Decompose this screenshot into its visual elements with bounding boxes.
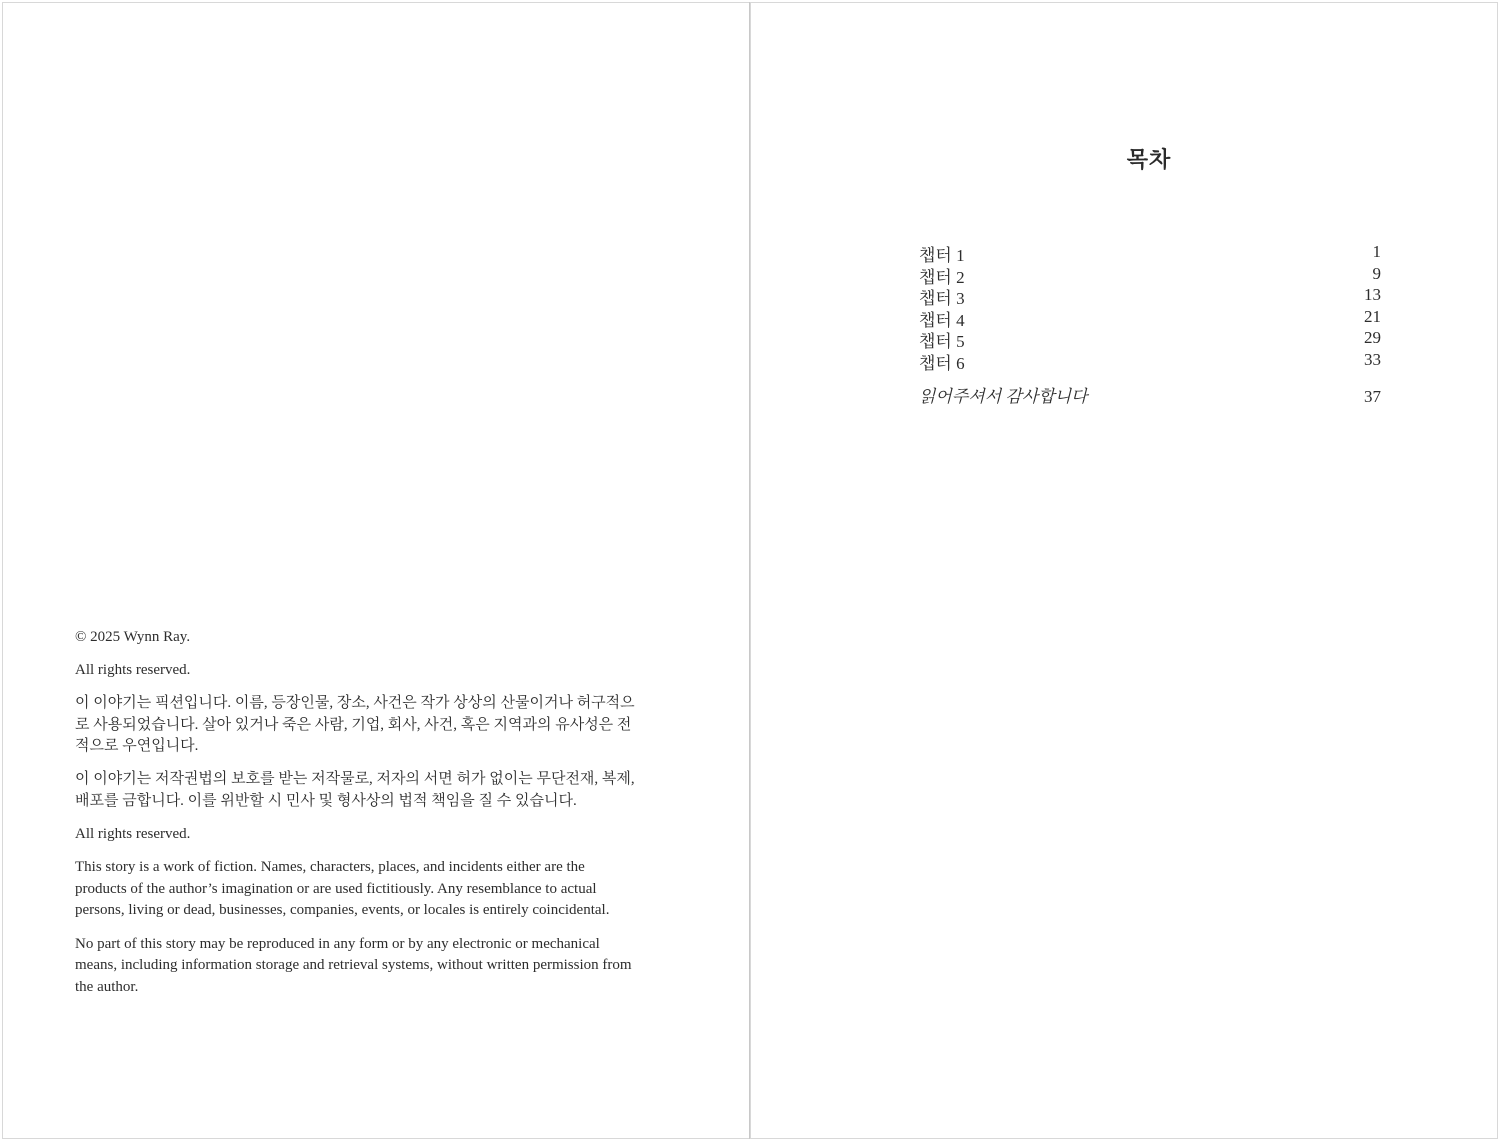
toc-entry-label: 챕터 5 — [919, 332, 965, 351]
toc-list — [919, 243, 1381, 408]
toc-entry-page: 37 — [1364, 387, 1381, 406]
toc-entry-label: 챕터 2 — [919, 267, 965, 287]
toc-entry-thanks[interactable] — [919, 386, 1381, 408]
toc-entry-label: 챕터 6 — [919, 353, 965, 373]
rights-reserved-ko: All rights reserved. — [75, 662, 191, 679]
toc-entry-label: 챕터 3 — [919, 289, 965, 308]
toc-entry-chapter-2[interactable] — [919, 265, 1381, 287]
toc-entry-label: 챕터 1 — [919, 246, 965, 265]
rights-reserved-en: All rights reserved. — [75, 826, 191, 843]
toc-entry-page: 13 — [1364, 285, 1381, 304]
toc-entry-chapter-3[interactable] — [919, 286, 1381, 308]
copyright-page — [2, 2, 750, 1139]
toc-page — [750, 2, 1498, 1139]
toc-entry-page: 9 — [1372, 263, 1381, 283]
toc-entry-page: 1 — [1372, 242, 1381, 261]
toc-entry-chapter-4[interactable] — [919, 308, 1381, 330]
reproduction-notice-ko: 이 이야기는 저작권법의 보호를 받는 저작물로, 저자의 서면 허가 없이는 무단전재, 복제, 배포를 금합니다. 이를 위반할 시 민사 및 형사상의 법적 책임을 질 수 있습니다. — [75, 771, 635, 810]
fiction-disclaimer-ko: 이 이야기는 픽션입니다. 이름, 등장인물, 장소, 사건은 작가 상상의 산물이거나 허구적으로 사용되었습니다. 살아 있거나 죽은 사람, 기업, 회사, 사건, 혹은 지역과의 유사성은 전적으로 우연입니다. — [75, 695, 635, 755]
toc-entry-page: 29 — [1364, 328, 1381, 347]
toc-entry-chapter-6[interactable] — [919, 351, 1381, 373]
reproduction-notice-en: No part of this story may be reproduced in any form or by any electronic or mechanical means, including information storage and retrieval systems, without written permission from the author. — [75, 935, 632, 995]
toc-entry-page: 33 — [1364, 349, 1381, 369]
toc-entry-chapter-5[interactable] — [919, 329, 1381, 351]
toc-entry-label: 읽어주셔서 감사합니다 — [919, 387, 1088, 406]
toc-title: 목차 — [1126, 147, 1172, 172]
toc-entry-page: 21 — [1364, 306, 1381, 326]
copyright-block — [75, 627, 635, 1010]
copyright-notice: © 2025 Wynn Ray. — [75, 629, 191, 645]
toc-entry-label: 챕터 4 — [919, 310, 965, 330]
toc-entry-chapter-1[interactable] — [919, 243, 1381, 265]
fiction-disclaimer-en: This story is a work of fiction. Names, characters, places, and incidents either are the products of the author’s imagination or are used fictitiously. Any resemblance to actual persons, living or dead, businesses, companies, events, or locales is entirely coincidental. — [75, 859, 610, 919]
